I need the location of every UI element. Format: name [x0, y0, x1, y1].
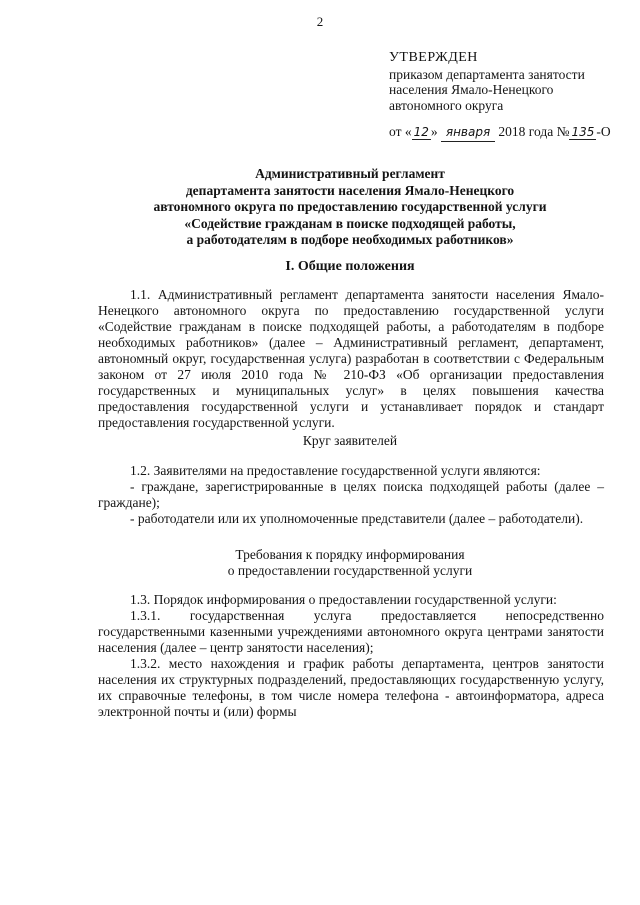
paragraph-1-3-2: 1.3.2. место нахождения и график работы департамента, центров занятости населения их структурных подразделений, предоставляющих государственную услугу, их справочные телефоны, в том числе номера телефона - автоинформатора, адреса электронной почты и (или) формы [98, 656, 604, 719]
approved-title: УТВЕРЖДЕН [389, 50, 478, 65]
paragraph-1-3: 1.3. Порядок информирования о предоставлении государственной услуги: [130, 592, 557, 607]
title-line: «Содействие гражданам в поиске подходящей работы, [184, 215, 516, 231]
paragraph-1-2: 1.2. Заявителями на предоставление государственной услуги являются: [130, 463, 541, 478]
order-number-suffix: -О [596, 124, 611, 139]
applicant-item-employers: - работодатели или их уполномоченные представители (далее – работодатели). [130, 511, 584, 526]
subheading-info-line: о предоставлении государственной услуги [227, 563, 473, 578]
subheading-info [95, 547, 605, 579]
title-line: а работодателям в подборе необходимых работников» [186, 232, 514, 247]
paragraph-1-1-block [98, 287, 604, 431]
date-mid: » [430, 124, 438, 139]
title-line: автономного округа по предоставлению государственной услуги [153, 199, 547, 214]
handwritten-order-number: 135 [571, 125, 595, 139]
information-block [98, 592, 604, 720]
paragraph-1-3-1: 1.3.1. государственная услуга предоставляется непосредственно государственными казенными учреждениями автономного округа центрами занятости населения (далее – центр занятости населения); [98, 608, 604, 655]
section-heading: I. Общие положения [285, 259, 415, 274]
approval-block [389, 50, 629, 142]
subheading-applicants: Круг заявителей [302, 433, 398, 448]
date-prefix: от « [389, 124, 412, 139]
subheading-info-line: Требования к порядку информирования [235, 547, 465, 562]
year-text: 2018 года № [498, 124, 570, 139]
title-line: департамента занятости населения Ямало-Ненецкого [185, 182, 515, 198]
approval-line: населения Ямало-Ненецкого [389, 82, 554, 97]
page-number: 2 [316, 14, 324, 29]
approval-line: автономного округа [389, 97, 504, 113]
handwritten-month: января [441, 125, 495, 142]
order-date-line [389, 124, 629, 142]
handwritten-day: 12 [413, 125, 429, 139]
applicant-item-citizens: - граждане, зарегистрированные в целях поиска подходящей работы (далее – граждане); [98, 479, 604, 510]
paragraph-1-1: 1.1. Административный регламент департамента занятости населения Ямало-Ненецкого автономного округа по предоставлению государственной услуги «Содействие гражданам в поиске подходящей работы, а работодателям в подборе необходимых работников» (далее – Административный регламент, департамент, автономный округ, государственная услуга) разработан в соответствии с Федеральным законом от 27 июля 2010 года № 210-ФЗ «Об организации предоставления государственных и муниципальных услуг» в целях повышения качества предоставления государственной услуги и устанавливает порядок и стандарт предоставления государственной услуги. [98, 287, 604, 430]
document-title [95, 166, 605, 249]
applicants-block [98, 463, 604, 527]
title-line: Административный регламент [255, 166, 445, 181]
approval-line: приказом департамента занятости [389, 66, 585, 82]
